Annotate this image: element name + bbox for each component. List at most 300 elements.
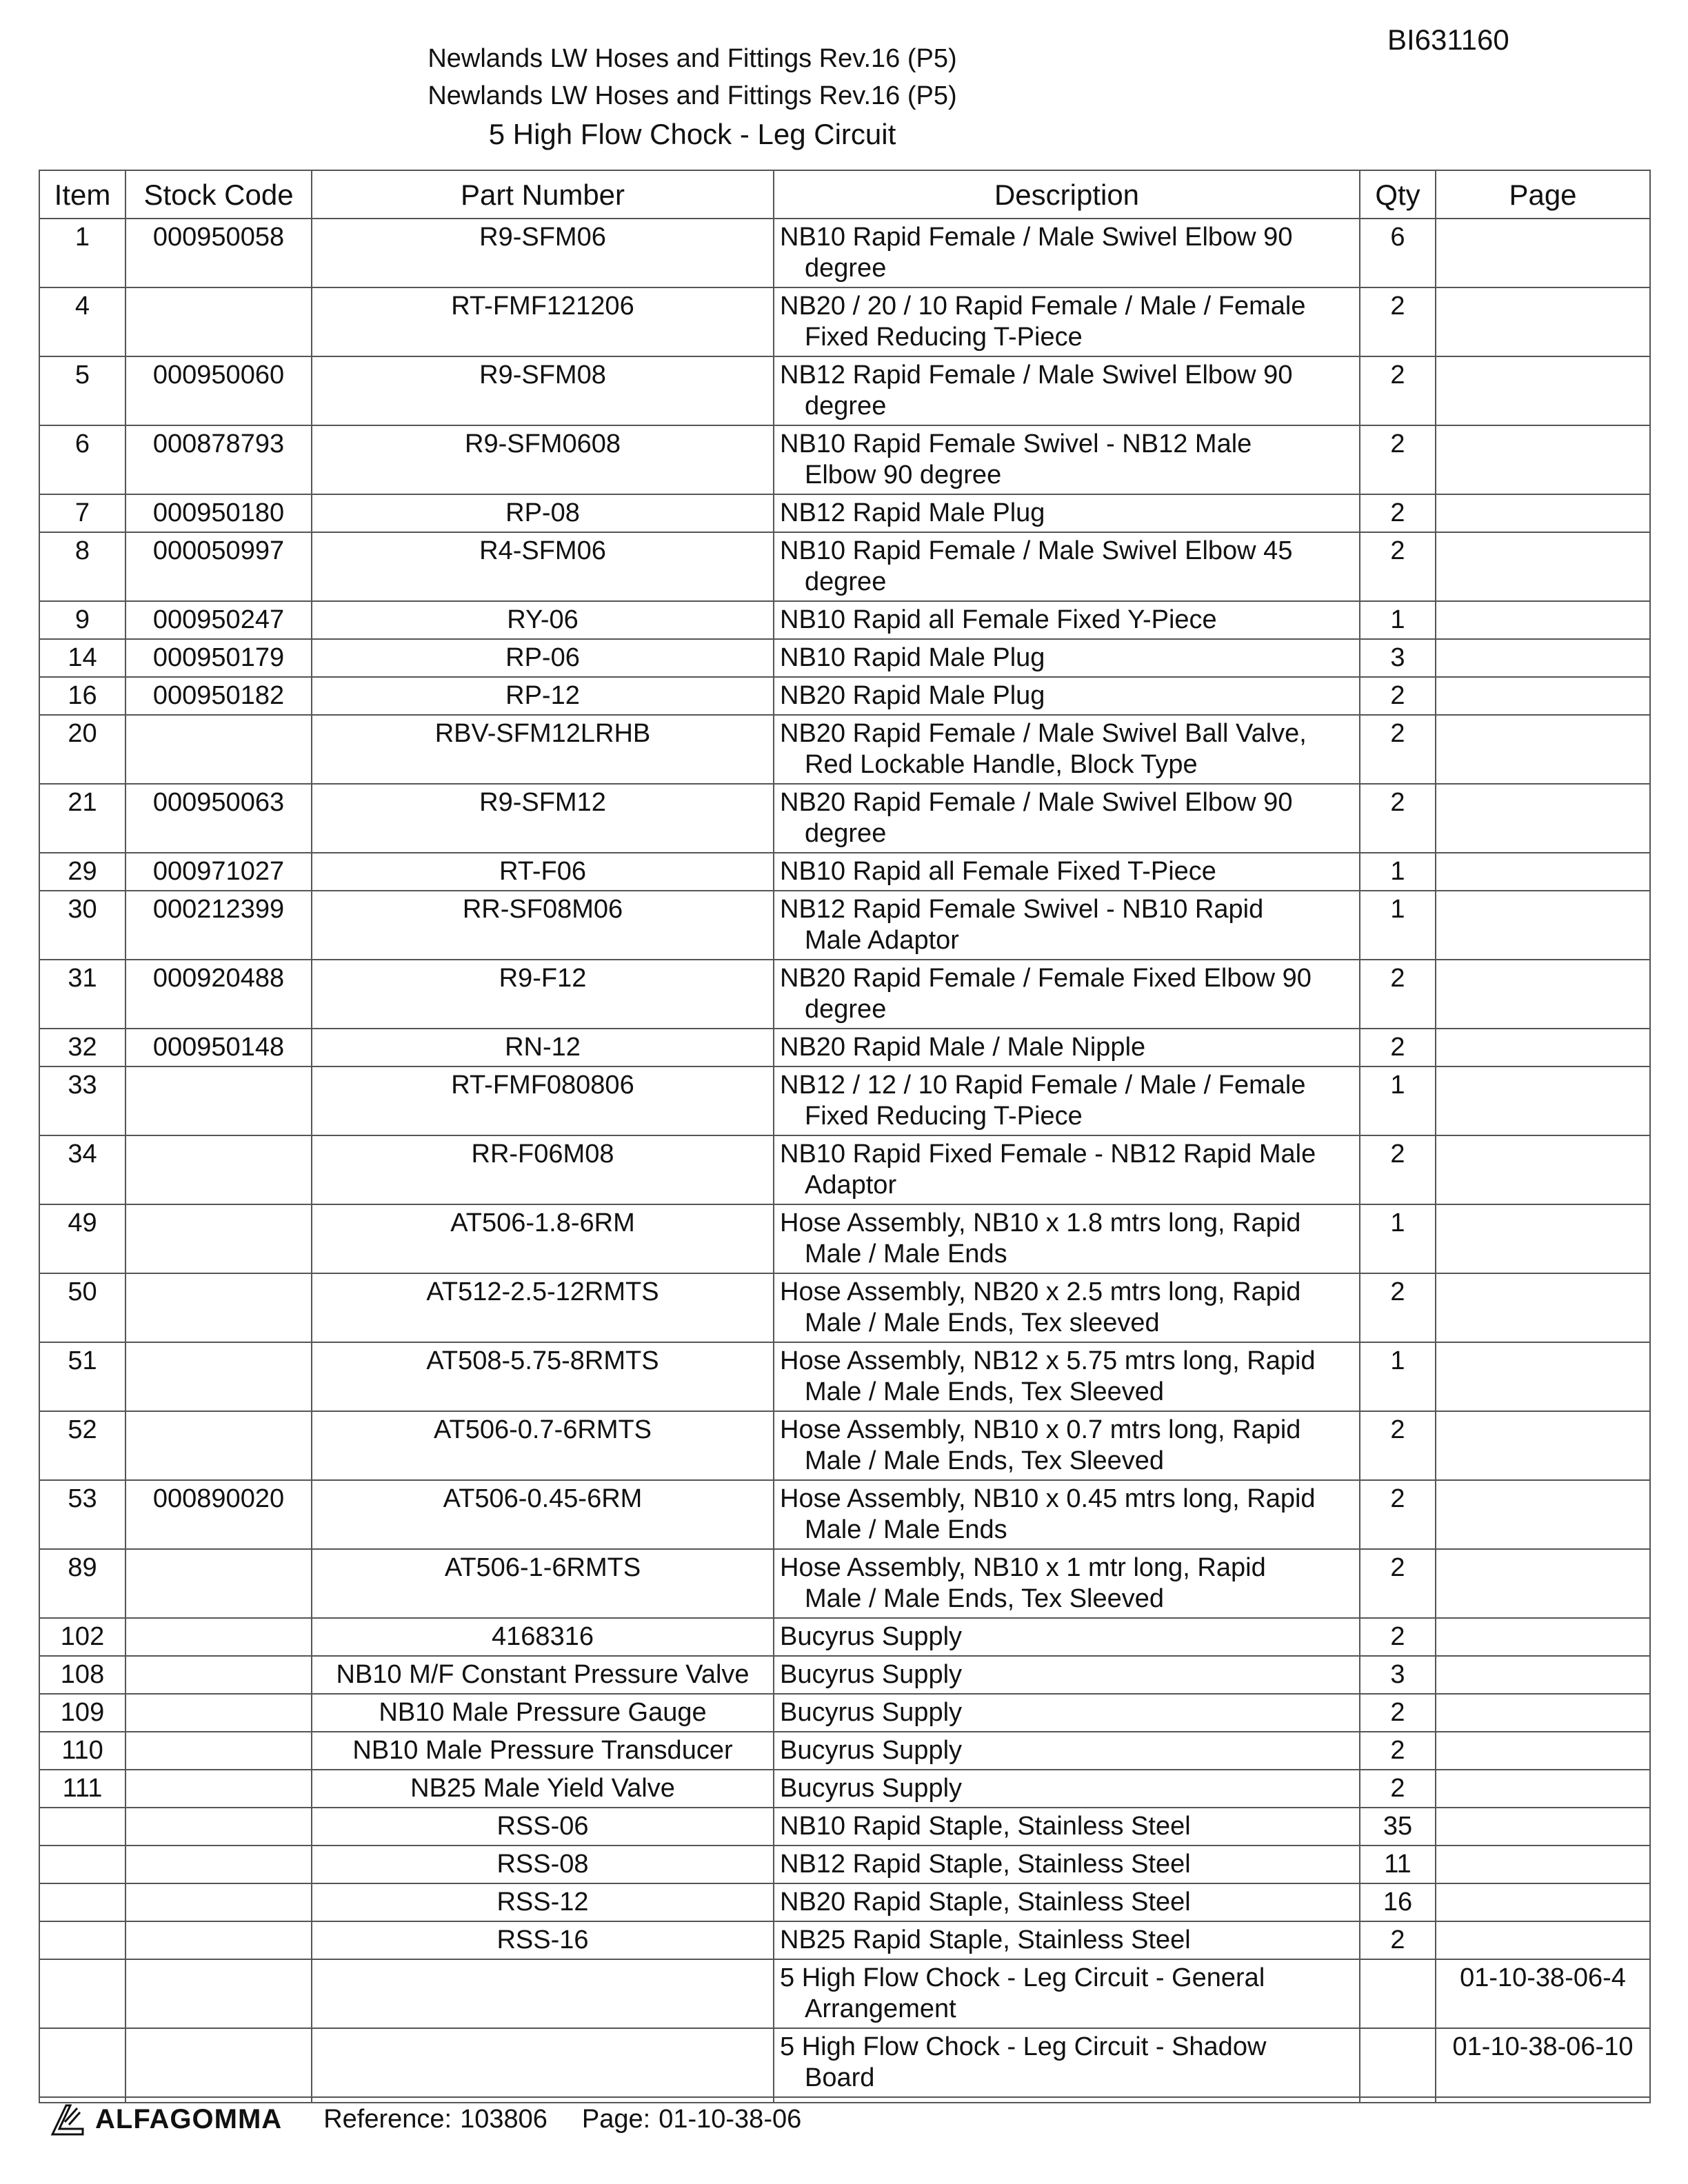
page-cell: 01-10-38-06-10: [1436, 2028, 1650, 2097]
table-row: [39, 639, 1650, 677]
table-row: [39, 287, 1650, 356]
qty-cell: 1: [1360, 1204, 1436, 1273]
table-row: [39, 1618, 1650, 1656]
description-cell: [774, 287, 1360, 356]
description-cell: [774, 1656, 1360, 1694]
description-cell: [774, 2097, 1360, 2103]
table-row: [39, 677, 1650, 715]
description-line: Adaptor: [805, 1171, 897, 1200]
parts-table-body: [39, 219, 1650, 2103]
qty-cell: [1360, 1959, 1436, 2028]
description-cell: [774, 1846, 1360, 1883]
table-row: [39, 1656, 1650, 1694]
qty-cell: 1: [1360, 891, 1436, 960]
description-cell: [774, 1342, 1360, 1411]
qty-cell: 3: [1360, 639, 1436, 677]
page-cell: [1436, 1846, 1650, 1883]
item-cell: [39, 1883, 125, 1921]
page-cell: [1436, 494, 1650, 532]
table-row: [39, 1029, 1650, 1066]
stock-code-cell: 000950247: [125, 601, 312, 639]
description-cell: [774, 1029, 1360, 1066]
description-line: NB20 Rapid Female / Male Swivel Elbow 90: [780, 788, 1293, 817]
item-cell: [39, 1921, 125, 1959]
description-line: Hose Assembly, NB10 x 0.45 mtrs long, Rapid: [780, 1484, 1316, 1513]
page-cell: [1436, 1808, 1650, 1846]
qty-cell: 2: [1360, 1694, 1436, 1732]
description-line: NB20 Rapid Female / Female Fixed Elbow 90: [780, 964, 1312, 993]
description-line: Bucyrus Supply: [780, 1736, 963, 1765]
qty-cell: 2: [1360, 1273, 1436, 1342]
table-row: [39, 891, 1650, 960]
description-line: degree: [805, 392, 887, 421]
page-cell: [1436, 601, 1650, 639]
part-number-cell: [312, 1959, 774, 2028]
stock-code-cell: [125, 2028, 312, 2097]
table-row: [39, 1066, 1650, 1135]
part-number-cell: AT508-5.75-8RMTS: [312, 1342, 774, 1411]
description-cell: [774, 960, 1360, 1029]
description-line: NB12 / 12 / 10 Rapid Female / Male / Female: [780, 1071, 1306, 1100]
qty-cell: 2: [1360, 1411, 1436, 1480]
description-cell: [774, 1549, 1360, 1618]
item-cell: 6: [39, 425, 125, 494]
description-cell: [774, 532, 1360, 601]
column-header-qty: Qty: [1360, 170, 1436, 219]
table-row: [39, 1921, 1650, 1959]
qty-cell: 2: [1360, 532, 1436, 601]
stock-code-cell: 000050997: [125, 532, 312, 601]
part-number-cell: R4-SFM06: [312, 532, 774, 601]
table-row: [39, 2028, 1650, 2097]
stock-code-cell: [125, 1883, 312, 1921]
description-line: NB10 Rapid all Female Fixed T-Piece: [780, 857, 1216, 886]
qty-cell: 2: [1360, 1770, 1436, 1808]
description-line: Hose Assembly, NB10 x 1 mtr long, Rapid: [780, 1553, 1266, 1582]
page-cell: [1436, 1921, 1650, 1959]
table-row: [39, 1846, 1650, 1883]
description-line: NB12 Rapid Staple, Stainless Steel: [780, 1850, 1191, 1879]
description-line: Hose Assembly, NB10 x 0.7 mtrs long, Rapid: [780, 1415, 1301, 1444]
stock-code-cell: 000878793: [125, 425, 312, 494]
qty-cell: 1: [1360, 1066, 1436, 1135]
qty-cell: 2: [1360, 425, 1436, 494]
stock-code-cell: [125, 1273, 312, 1342]
description-cell: [774, 1770, 1360, 1808]
page-cell: [1436, 1135, 1650, 1204]
stock-code-cell: [125, 1135, 312, 1204]
stock-code-cell: 000920488: [125, 960, 312, 1029]
qty-cell: 2: [1360, 494, 1436, 532]
stock-code-cell: [125, 1694, 312, 1732]
document-id: BI631160: [1387, 23, 1509, 56]
stock-code-cell: 000971027: [125, 853, 312, 891]
item-cell: 5: [39, 356, 125, 425]
title-line-1: Newlands LW Hoses and Fittings Rev.16 (P5): [428, 44, 957, 73]
part-number-cell: RSS-08: [312, 1846, 774, 1883]
description-cell: [774, 1066, 1360, 1135]
description-cell: [774, 1694, 1360, 1732]
qty-cell: 1: [1360, 1342, 1436, 1411]
part-number-cell: RP-06: [312, 639, 774, 677]
item-cell: 53: [39, 1480, 125, 1549]
part-number-cell: AT506-0.45-6RM: [312, 1480, 774, 1549]
item-cell: 50: [39, 1273, 125, 1342]
table-row: [39, 1411, 1650, 1480]
stock-code-cell: 000950058: [125, 219, 312, 287]
logo-text: ALFAGOMMA: [95, 2103, 283, 2134]
qty-cell: 16: [1360, 1883, 1436, 1921]
stock-code-cell: [125, 1066, 312, 1135]
description-line: Male / Male Ends, Tex sleeved: [805, 1308, 1160, 1337]
qty-cell: 2: [1360, 715, 1436, 784]
qty-cell: 2: [1360, 356, 1436, 425]
part-number-cell: RSS-12: [312, 1883, 774, 1921]
column-header-page: Page: [1436, 170, 1650, 219]
description-cell: [774, 853, 1360, 891]
description-line: Male / Male Ends: [805, 1515, 1007, 1544]
table-row: [39, 1273, 1650, 1342]
stock-code-cell: 000950060: [125, 356, 312, 425]
description-line: Bucyrus Supply: [780, 1660, 963, 1689]
qty-cell: 2: [1360, 1549, 1436, 1618]
table-row: [39, 356, 1650, 425]
page-cell: [1436, 1656, 1650, 1694]
description-line: NB10 Rapid Male Plug: [780, 643, 1045, 672]
table-row: [39, 1694, 1650, 1732]
description-line: Male / Male Ends, Tex Sleeved: [805, 1446, 1165, 1475]
item-cell: 51: [39, 1342, 125, 1411]
item-cell: 34: [39, 1135, 125, 1204]
part-number-cell: RP-12: [312, 677, 774, 715]
page-cell: [1436, 1273, 1650, 1342]
qty-cell: 2: [1360, 1029, 1436, 1066]
description-line: Board: [805, 2063, 875, 2092]
description-cell: [774, 1411, 1360, 1480]
description-cell: [774, 1618, 1360, 1656]
qty-cell: 2: [1360, 960, 1436, 1029]
stock-code-cell: 000890020: [125, 1480, 312, 1549]
description-line: Hose Assembly, NB12 x 5.75 mtrs long, Rapid: [780, 1346, 1316, 1375]
item-cell: 111: [39, 1770, 125, 1808]
description-line: NB25 Rapid Staple, Stainless Steel: [780, 1925, 1191, 1954]
description-line: Elbow 90 degree: [805, 461, 1002, 489]
description-line: NB10 Rapid Female / Male Swivel Elbow 45: [780, 536, 1293, 565]
table-row: [39, 1959, 1650, 2028]
qty-cell: 11: [1360, 1846, 1436, 1883]
description-line: NB10 Rapid all Female Fixed Y-Piece: [780, 605, 1217, 634]
part-number-cell: [312, 2028, 774, 2097]
page-cell: [1436, 1411, 1650, 1480]
item-cell: 7: [39, 494, 125, 532]
qty-cell: 2: [1360, 784, 1436, 853]
description-line: NB20 Rapid Male Plug: [780, 681, 1045, 710]
stock-code-cell: 000950063: [125, 784, 312, 853]
qty-cell: 2: [1360, 1480, 1436, 1549]
description-cell: [774, 1959, 1360, 2028]
item-cell: 21: [39, 784, 125, 853]
table-header-row: [39, 170, 1650, 219]
table-row: [39, 494, 1650, 532]
description-line: Bucyrus Supply: [780, 1698, 963, 1727]
item-cell: 14: [39, 639, 125, 677]
description-cell: [774, 2028, 1360, 2097]
description-line: Bucyrus Supply: [780, 1622, 963, 1651]
part-number-cell: RT-F06: [312, 853, 774, 891]
item-cell: 31: [39, 960, 125, 1029]
description-cell: [774, 219, 1360, 287]
description-line: 5 High Flow Chock - Leg Circuit - Shadow: [780, 2032, 1267, 2061]
page-cell: [1436, 425, 1650, 494]
part-number-cell: R9-SFM06: [312, 219, 774, 287]
description-cell: [774, 1883, 1360, 1921]
stock-code-cell: [125, 1921, 312, 1959]
page-cell: [1436, 1883, 1650, 1921]
column-header-stock-code: Stock Code: [125, 170, 312, 219]
reference-value: 103806: [460, 2104, 547, 2134]
stock-code-cell: [125, 1549, 312, 1618]
description-cell: [774, 677, 1360, 715]
item-cell: 32: [39, 1029, 125, 1066]
qty-cell: 2: [1360, 1135, 1436, 1204]
description-line: Hose Assembly, NB10 x 1.8 mtrs long, Rapid: [780, 1209, 1301, 1237]
description-cell: [774, 1921, 1360, 1959]
page-cell: [1436, 1770, 1650, 1808]
page-cell: [1436, 1480, 1650, 1549]
item-cell: 109: [39, 1694, 125, 1732]
title-line-3: 5 High Flow Chock - Leg Circuit: [488, 118, 896, 150]
page-cell: [1436, 1066, 1650, 1135]
description-cell: [774, 1480, 1360, 1549]
description-cell: [774, 425, 1360, 494]
description-line: NB10 Rapid Female / Male Swivel Elbow 90: [780, 223, 1293, 252]
stock-code-cell: [125, 1204, 312, 1273]
item-cell: 49: [39, 1204, 125, 1273]
item-cell: 29: [39, 853, 125, 891]
parts-table: [39, 170, 1651, 2103]
description-cell: [774, 784, 1360, 853]
stock-code-cell: [125, 1411, 312, 1480]
part-number-cell: AT506-1-6RMTS: [312, 1549, 774, 1618]
page-cell: [1436, 219, 1650, 287]
table-row: [39, 1770, 1650, 1808]
qty-cell: 2: [1360, 1921, 1436, 1959]
table-row: [39, 1883, 1650, 1921]
qty-cell: 3: [1360, 1656, 1436, 1694]
description-line: [774, 2098, 1359, 2102]
table-row: [39, 1135, 1650, 1204]
part-number-cell: NB10 Male Pressure Transducer: [312, 1732, 774, 1770]
page-cell: [1436, 1029, 1650, 1066]
part-number-cell: RR-SF08M06: [312, 891, 774, 960]
column-header-part-number: Part Number: [312, 170, 774, 219]
item-cell: 1: [39, 219, 125, 287]
reference-label: Reference:: [323, 2104, 452, 2134]
item-cell: [39, 2028, 125, 2097]
page-footer: [50, 2099, 801, 2140]
stock-code-cell: [125, 1618, 312, 1656]
description-cell: [774, 1135, 1360, 1204]
qty-cell: 2: [1360, 287, 1436, 356]
description-line: NB20 Rapid Staple, Stainless Steel: [780, 1888, 1191, 1917]
page-cell: [1436, 1694, 1650, 1732]
stock-code-cell: [125, 1770, 312, 1808]
description-cell: [774, 891, 1360, 960]
description-line: NB12 Rapid Female Swivel - NB10 Rapid: [780, 895, 1264, 924]
stock-code-cell: [125, 287, 312, 356]
description-line: NB20 Rapid Male / Male Nipple: [780, 1033, 1146, 1062]
description-cell: [774, 1273, 1360, 1342]
description-cell: [774, 494, 1360, 532]
description-line: NB20 Rapid Female / Male Swivel Ball Valve,: [780, 719, 1307, 748]
stock-code-cell: [125, 1656, 312, 1694]
qty-cell: 1: [1360, 601, 1436, 639]
description-line: 5 High Flow Chock - Leg Circuit - General: [780, 1963, 1265, 1992]
part-number-cell: AT506-0.7-6RMTS: [312, 1411, 774, 1480]
table-row: [39, 960, 1650, 1029]
description-line: NB10 Rapid Female Swivel - NB12 Male: [780, 429, 1252, 458]
stock-code-cell: 000950182: [125, 677, 312, 715]
page-cell: [1436, 960, 1650, 1029]
description-cell: [774, 601, 1360, 639]
page-cell: [1436, 677, 1650, 715]
stock-code-cell: 000950179: [125, 639, 312, 677]
page-cell: [1436, 1342, 1650, 1411]
table-row: [39, 219, 1650, 287]
page-cell: [1436, 356, 1650, 425]
stock-code-cell: [125, 1846, 312, 1883]
item-cell: 33: [39, 1066, 125, 1135]
stock-code-cell: 000212399: [125, 891, 312, 960]
item-cell: 89: [39, 1549, 125, 1618]
description-line: NB12 Rapid Male Plug: [780, 498, 1045, 527]
page-label: Page:: [581, 2104, 651, 2134]
table-row: [39, 715, 1650, 784]
qty-cell: 2: [1360, 677, 1436, 715]
part-number-cell: R9-SFM0608: [312, 425, 774, 494]
stock-code-cell: [125, 1808, 312, 1846]
part-number-cell: R9-SFM08: [312, 356, 774, 425]
part-number-cell: R9-SFM12: [312, 784, 774, 853]
part-number-cell: NB10 Male Pressure Gauge: [312, 1694, 774, 1732]
qty-cell: 6: [1360, 219, 1436, 287]
table-row: [39, 784, 1650, 853]
stock-code-cell: 000950148: [125, 1029, 312, 1066]
page-cell: [1436, 784, 1650, 853]
part-number-cell: RSS-06: [312, 1808, 774, 1846]
description-line: degree: [805, 995, 887, 1024]
table-row: [39, 1549, 1650, 1618]
part-number-cell: NB25 Male Yield Valve: [312, 1770, 774, 1808]
page-cell: [1436, 639, 1650, 677]
description-line: NB12 Rapid Female / Male Swivel Elbow 90: [780, 361, 1293, 390]
page-cell: [1436, 532, 1650, 601]
part-number-cell: RT-FMF121206: [312, 287, 774, 356]
qty-cell: 1: [1360, 853, 1436, 891]
item-cell: 30: [39, 891, 125, 960]
item-cell: [39, 1959, 125, 2028]
part-number-cell: NB10 M/F Constant Pressure Valve: [312, 1656, 774, 1694]
item-cell: 16: [39, 677, 125, 715]
page-cell: [1436, 1549, 1650, 1618]
stock-code-cell: [125, 1342, 312, 1411]
description-line: Hose Assembly, NB20 x 2.5 mtrs long, Rapid: [780, 1277, 1301, 1306]
part-number-cell: AT506-1.8-6RM: [312, 1204, 774, 1273]
stock-code-cell: [125, 715, 312, 784]
item-cell: 102: [39, 1618, 125, 1656]
stock-code-cell: 000950180: [125, 494, 312, 532]
item-cell: 110: [39, 1732, 125, 1770]
qty-cell: 35: [1360, 1808, 1436, 1846]
description-cell: [774, 1732, 1360, 1770]
table-row: [39, 1480, 1650, 1549]
item-cell: 108: [39, 1656, 125, 1694]
qty-cell: 2: [1360, 1732, 1436, 1770]
description-line: NB10 Rapid Staple, Stainless Steel: [780, 1812, 1191, 1841]
part-number-cell: RY-06: [312, 601, 774, 639]
description-cell: [774, 639, 1360, 677]
part-number-cell: RN-12: [312, 1029, 774, 1066]
description-line: Male / Male Ends, Tex Sleeved: [805, 1584, 1165, 1613]
page-cell: [1436, 1618, 1650, 1656]
description-line: Fixed Reducing T-Piece: [805, 323, 1083, 352]
part-number-cell: RT-FMF080806: [312, 1066, 774, 1135]
part-number-cell: RSS-16: [312, 1921, 774, 1959]
page-cell: [1436, 287, 1650, 356]
item-cell: 8: [39, 532, 125, 601]
stock-code-cell: [125, 1959, 312, 2028]
item-cell: 4: [39, 287, 125, 356]
part-number-cell: 4168316: [312, 1618, 774, 1656]
table-row: [39, 853, 1650, 891]
title-line-2: Newlands LW Hoses and Fittings Rev.16 (P5): [428, 81, 957, 110]
table-row: [39, 425, 1650, 494]
page-cell: [1436, 1204, 1650, 1273]
page-cell: 01-10-38-06-4: [1436, 1959, 1650, 2028]
description-line: degree: [805, 254, 887, 283]
part-number-cell: RP-08: [312, 494, 774, 532]
description-cell: [774, 1808, 1360, 1846]
description-line: Red Lockable Handle, Block Type: [805, 750, 1198, 779]
description-line: degree: [805, 567, 887, 596]
table-row: [39, 1732, 1650, 1770]
item-cell: 20: [39, 715, 125, 784]
table-row: [39, 1808, 1650, 1846]
alfagomma-logo-icon: [50, 2101, 86, 2137]
document-header: [0, 40, 1688, 154]
part-number-cell: RBV-SFM12LRHB: [312, 715, 774, 784]
column-header-item: Item: [39, 170, 125, 219]
item-cell: 9: [39, 601, 125, 639]
qty-cell: [1360, 2028, 1436, 2097]
description-line: Bucyrus Supply: [780, 1774, 963, 1803]
part-number-cell: R9-F12: [312, 960, 774, 1029]
description-line: Fixed Reducing T-Piece: [805, 1102, 1083, 1131]
description-cell: [774, 1204, 1360, 1273]
table-row: [39, 1342, 1650, 1411]
page-cell: [1436, 715, 1650, 784]
item-cell: [39, 1808, 125, 1846]
description-cell: [774, 356, 1360, 425]
qty-cell: [1360, 2097, 1436, 2103]
table-row: [39, 532, 1650, 601]
description-line: NB20 / 20 / 10 Rapid Female / Male / Female: [780, 292, 1306, 321]
description-line: Arrangement: [805, 1994, 956, 2023]
qty-cell: 2: [1360, 1618, 1436, 1656]
table-row: [39, 601, 1650, 639]
page-cell: [1436, 891, 1650, 960]
page-cell: [1436, 853, 1650, 891]
